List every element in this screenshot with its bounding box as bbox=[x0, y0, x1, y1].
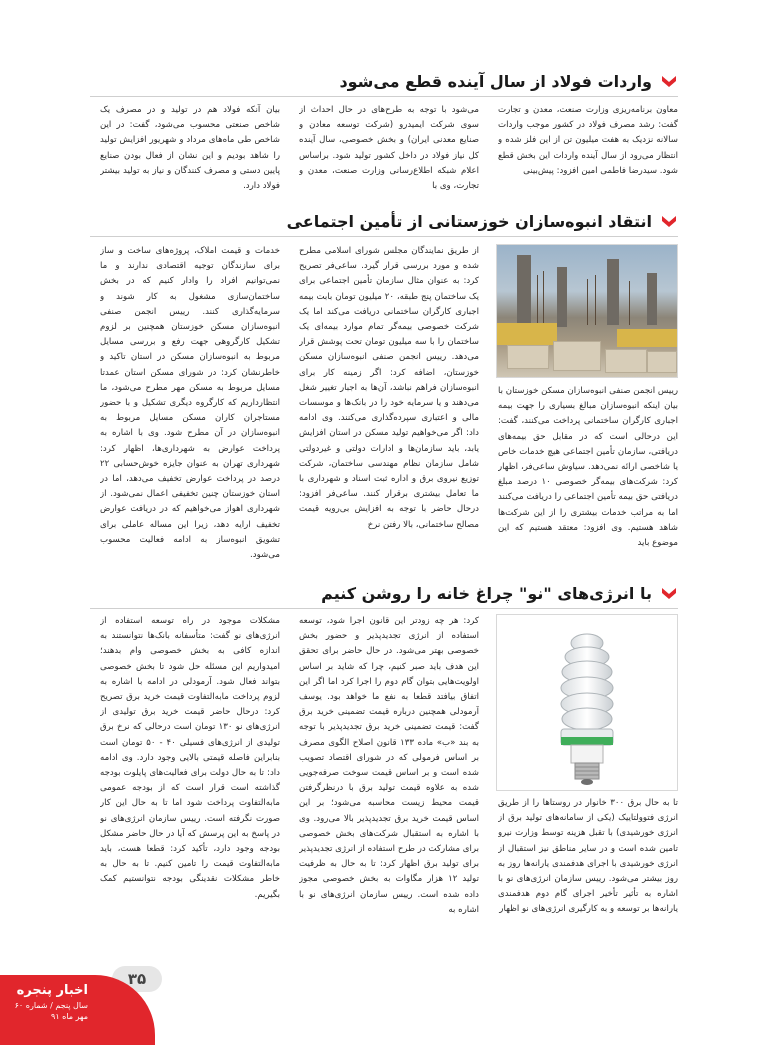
article-column: تا به حال برق ۳۰۰ خانوار در روستاها را از طریق انرژی فتوولتاییک (یکی از سامانه‌های تولید برق از انرژی خورشیدی) با تقبل هزینه توسط وزارت نیرو تامین شده است و در سایر مناطق نیز استقبال از انرژی خورشیدی با اجرای هدفمندی یارانه‌ها روز به روز بیشتر می‌شود. رییس سازمان انرژی‌های نو با اشاره به تأثیر تأخیر اجرای گام دوم هدفمندی یارانه‌ها بر توسعه و به کارگیری انرژی‌های نو اظهار bbox=[498, 798, 678, 915]
section-header-builders bbox=[287, 212, 678, 231]
divider bbox=[90, 236, 678, 237]
issue-info bbox=[8, 1000, 88, 1022]
divider bbox=[90, 96, 678, 97]
divider bbox=[90, 608, 678, 609]
section-title: با انرژی‌های "نو" چراغ خانه را روشن کنیم bbox=[321, 584, 652, 603]
issue-number: سال پنجم / شماره ۶۰ bbox=[14, 1001, 88, 1010]
article-column: می‌شود با توجه به طرح‌های در حال احداث از سوی شرکت ایمیدرو (شرکت توسعه معادن و صنایع معدنی ایران) و بخش خصوصی، سال آینده کل نیاز فولاد در داخل کشور تولید شود. براساس اعلام شبکه اطلاع‌رسانی وزارت صنعت، معدن و تجارت، وی با bbox=[299, 105, 479, 192]
article-column: کرد: هر چه زودتر این قانون اجرا شود، توسعه استفاده از انرژی تجدیدپذیر و حضور بخش خصوصی بهتر می‌شود. در حال حاضر برای تحقق این هدف باید صبر کنیم، چرا که شاید بر اساس اولویت‌هایی بتوان گام دوم را اجرا کرد اما اگر این اتفاق بیافتد قطعا به نفع ما خواهد بود. یوسف آرمودلی همچنین درباره قیمت تضمینی خرید برق گفت: قیمت تضمینی خرید برق تجدیدپذیر با توجه به بند «ب» ماده ۱۳۳ قانون اصلاح الگوی مصرف بر اساس فرمولی که در شورای اقتصاد تصویب شده است و بر اساس قیمت سوخت صرفه‌جویی شده به علاوه قیمت تولید برق با درنظرگرفتن قیمت محیط زیست محاسبه می‌شود؛ بر این اساس قیمت خرید برق تجدیدپذیر بالا می‌رود. وی با اشاره به استقبال شرکت‌های بخش خصوصی برای مشارکت در طرح استفاده از انرژی تجدیدپذیر برای تولید برق اظهار کرد: تا به حال به ظرفیت تولید ۱۲ هزار مگاوات به بخش خصوصی مجوز داده شده است. رییس سازمان انرژی‌های نو با اشاره به bbox=[299, 616, 479, 915]
section-title: انتقاد انبوه‌سازان خوزستانی از تأمین اجتماعی bbox=[286, 212, 652, 231]
red-chevron-icon bbox=[660, 585, 678, 603]
issue-date: مهر ماه ۹۱ bbox=[51, 1012, 88, 1021]
construction-site-photo bbox=[496, 244, 678, 378]
article-column: معاون برنامه‌ریزی وزارت صنعت، معدن و تجارت گفت: رشد مصرف فولاد در کشور موجب واردات سالانه نزدیک به هفت میلیون تن از این فلز شده و انتظار می‌رود از سال آینده واردات این بخش قطع شود. سیدرضا فاطمی امین افزود: پیش‌بینی bbox=[498, 105, 678, 176]
section-header-steel bbox=[339, 72, 678, 91]
section-header-renewable bbox=[321, 584, 678, 603]
bulb-icon bbox=[497, 615, 677, 790]
red-chevron-icon bbox=[660, 73, 678, 91]
section-title: واردات فولاد از سال آینده قطع می‌شود bbox=[339, 72, 652, 91]
article-column: رییس انجمن صنفی انبوه‌سازان مسکن خوزستان با بیان اینکه انبوه‌سازان مبالغ بسیاری را جهت بیمه اجباری کارگران ساختمانی پرداخت می‌کنند، گفت: این درحالی است که در مقابل حق بیمه‌های دریافتی، سازمان تأمین اجتماعی هیچ خدمات خاص یا شاخصی ارائه نمی‌دهد. سیاوش ساعی‌فر، اظهار کرد: شرکت‌های بیمه‌گر خصوصی ۱۰ درصد مبلغ دریافتی حق بیمه تأمین اجتماعی را دریافت می‌کنند اما به مراتب خدمات بیشتری را از این شرکت‌ها شاهد هستیم. وی افزود: معتقد هستیم که این موضوع باید bbox=[498, 386, 678, 549]
article-column: خدمات و قیمت املاک، پروژه‌های ساخت و ساز برای سازندگان توجیه اقتصادی ندارند و ما نمی‌توانیم افراد را وادار کنیم که در بخش ساختمان‌سازی مشغول به کار شوند و سرمایه‌گذاری کنند. رییس انجمن صنفی انبوه‌سازان مسکن خوزستان همچنین بر لزوم تشکیل کارگروهی جهت رفع و بررسی مسایل مربوط به انبوه‌سازان مسکن در استان تاکید و خاطرنشان کرد: در شورای مسکن استان عمدتا مسایل مربوط به مسکن مهر مطرح می‌شود، ما انتظارداریم که کارگروه دیگری تشکیل و با حضور مستاجران کاران مسکن مسایل مربوط به انبوه‌سازان در آن مطرح شود. وی با اشاره به پرداخت عوارض به شهرداری‌ها، اظهار کرد: شهرداری تهران به عنوان جایزه خوش‌حسابی ۲۲ درصد در پرداخت عوارض تخفیف می‌دهد، اما در استان خوزستان چنین تخفیفی اعمال نمی‌شود. از شهرداری اهواز می‌خواهیم که در دریافت عوارض تخفیف ارایه دهد، زیرا این مساله عاملی برای تشویق انبوه‌ساز به ادامه فعالیت محسوب می‌شود. bbox=[100, 246, 280, 560]
red-chevron-icon bbox=[660, 213, 678, 231]
energy-saving-bulb-photo bbox=[496, 614, 678, 791]
article-column: از طریق نمایندگان مجلس شورای اسلامی مطرح شده و مورد بررسی قرار گیرد. ساعی‌فر تصریح کرد: به عنوان مثال سازمان تأمین اجتماعی برای یک ساختمان پنج طبقه، ۲۰ میلیون تومان بابت بیمه اجباری کارگران ساختمانی دریافت می‌کند اما یک شرکت خصوصی بیمه‌گر تمام موارد بیمه‌ای یک ساختمان را با سه میلیون تومان تحت پوشش قرار می‌دهد. رییس انجمن صنفی انبوه‌سازان مسکن خوزستان، اضافه کرد: اگر زمینه کار برای انبوه‌سازان فراهم نباشد، آن‌ها به اجبار تغییر شغل می‌دهند و یا سرمایه خود را در بانک‌ها و موسسات مالی و اعتباری سپرده‌گذاری می‌کنند. وی ادامه داد: اگر می‌خواهیم تولید مسکن در استان افزایش یابد، باید سازمان‌ها و ادارات دولتی و غیردولتی شامل سازمان نظام مهندسی ساختمان، شرکت توزیع نیروی برق و اداره ثبت اسناد و شهرداری با ما تعامل بیشتری برقرار کنند. ساعی‌فر افزود: درحال حاضر با توجه به افزایش بی‌رویه قیمت مصالح ساختمانی، بالا رفتن نرخ bbox=[299, 246, 479, 530]
magazine-brand: اخبار پنجره bbox=[16, 983, 88, 998]
article-column: مشکلات موجود در راه توسعه استفاده از انرژی‌های نو گفت: متأسفانه بانک‌ها نتوانستند به اندازه کافی به بخش خصوصی وام بدهند؛ امیدواریم این مسئله حل شود تا بخش خصوصی بتواند فعال شود. آرمودلی در ادامه با اشاره به لزوم پرداخت مابه‌التفاوت قیمت خرید برق تصریح کرد: درحال حاضر قیمت خرید برق تولیدی از انرژی‌های نو ۱۳۰ تومان است درحالی که نرخ برق تولیدی از انرژی‌های فسیلی ۴۰ - ۵۰ تومان است بنابراین فاصله قیمتی بالایی وجود دارد. وی ادامه داد: تا به حال دولت برای فعالیت‌های پایلوت بودجه گذاشته است قرار است که از بودجه عمومی مابه‌التفاوت پرداخت شود اما تا به حال این کار صورت نگرفته است. رییس سازمان انرژی‌های نو در پاسخ به این پرسش که آیا در حال حاضر مشکل بودجه وجود دارد، تأکید کرد: قطعا هست، باید مابه‌التفاوت قیمت را تامین کنیم. تا به حال به خاطر مشکلات نقدینگی بودجه نتوانستیم کمک بگیریم. bbox=[100, 616, 280, 900]
article-column: بیان آنکه فولاد هم در تولید و در مصرف یک شاخص صنعتی محسوب می‌شود، گفت: در این شاخص طی ماه‌های مرداد و شهریور افزایش تولید را شاهد بودیم و این نشان از فعال بودن صنایع پایین دستی و مصرف کنندگان و نیاز به تولید بیشتر فولاد دارد. bbox=[100, 105, 280, 192]
page-number: ۳۵ bbox=[112, 966, 162, 992]
